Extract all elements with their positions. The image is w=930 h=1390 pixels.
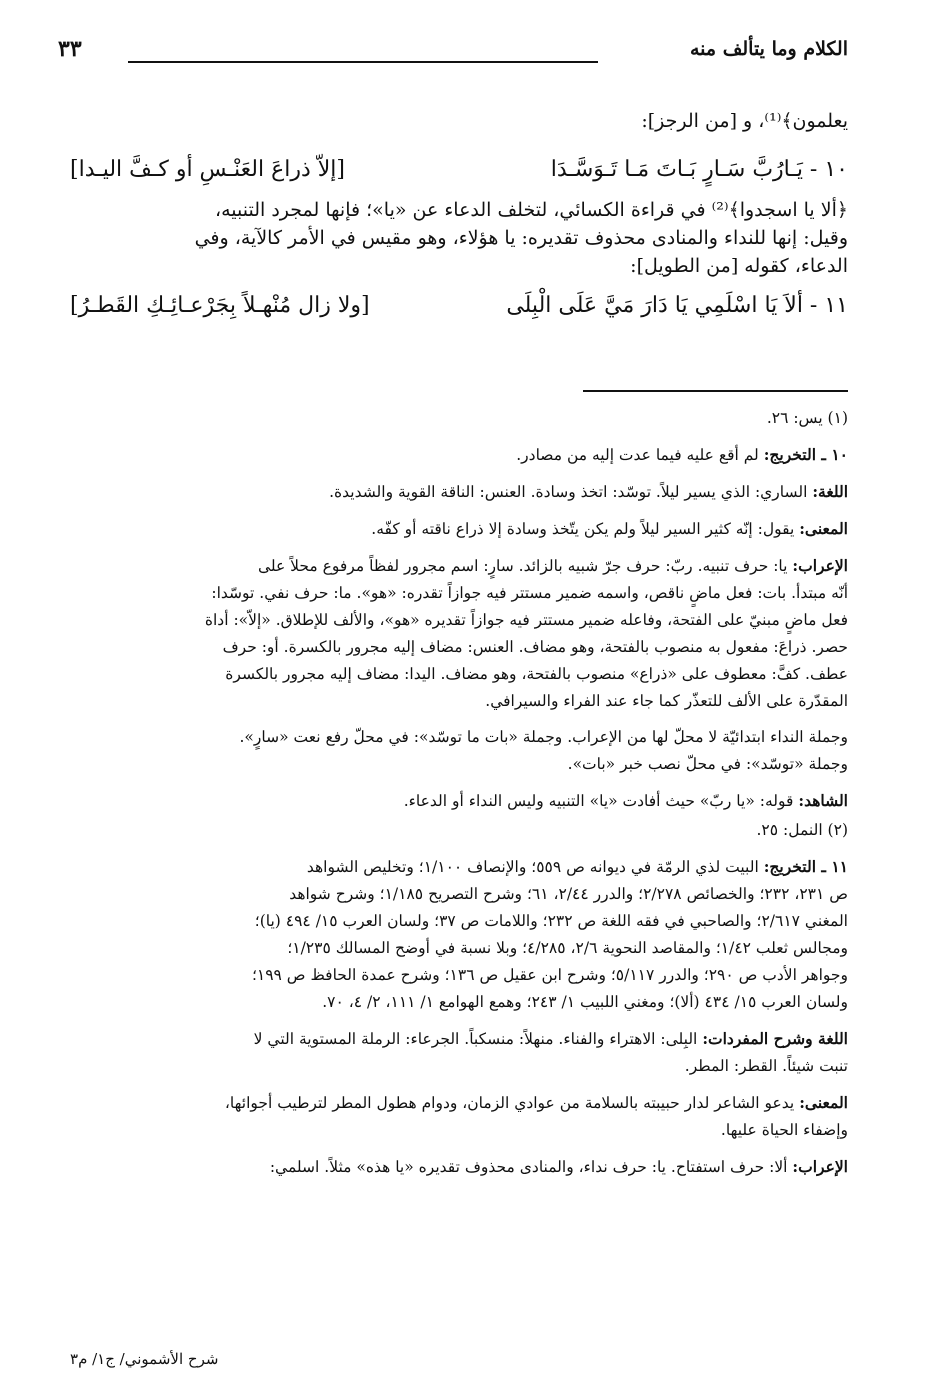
footnote-1 [70,405,848,432]
v11-takhrij-line: وجواهر الأدب ص ٢٩٠؛ والدرر ٥/١١٧؛ وشرح ابن عقيل ص ١٣٦؛ وشرح عمدة الحافظ ص ١٩٩؛ [251,966,848,984]
v10-takhrij-text: لم أقع عليه فيما عدت إليه من مصادر. [516,446,759,464]
v10-jumla [70,724,848,778]
footnote-text: (٢) النمل: ٢٥. [756,821,848,839]
verse-10-second-half: [إلاّ ذراعَ العَنْـسِ أو كـفَّ اليـدا] [70,157,345,182]
signature-mark: شرح الأشموني/ ج١/ م٣ [70,1350,219,1368]
verse-10 [70,144,848,196]
v10-lugha-label: اللغة: [812,482,848,501]
verse-11-second-half: [ولا زال مُنْهـلاً بِجَرْعـائِـكِ القَطـرُ] [70,293,370,318]
v11-maana [70,1089,848,1144]
v10-jumla-line: وجملة النداء ابتدائيّة لا محلّ لها من الإعراب. وجملة «بات ما توسّد»: في محلّ رفع نعت «سارٍ». [239,728,848,746]
v10-irab-line: فعل ماضٍ مبنيّ على الفتحة، وفاعله ضمير مستتر فيه جوازاً تقديره «هو»، والألف للإطلاق. «إلاّ»: أداة [204,611,848,629]
v10-takhrij-label: ١٠ ـ التخريج: [763,445,848,464]
v10-jumla-line: وجملة «توسّد»: في محلّ نصب خبر «بات». [567,755,848,773]
paragraph-line: الدعاء، كقوله [من الطويل]: [630,255,848,277]
v11-takhrij [70,853,848,1016]
header-rule [128,61,598,63]
v11-maana-label: المعنى: [799,1093,848,1112]
v10-irab-line: أنّه مبتدأ. بات: فعل ماضٍ ناقص، واسمه ضمير مستتر فيه جوازاً تقدره: «هو». ما: حرف نفي. توسّدا: [211,584,848,602]
paragraph-line: وقيل: إنها للنداء والمنادى محذوف تقديره: يا هؤلاء، وهو مقيس في الأمر كالآية، وفي [194,227,848,249]
footnote-2 [70,817,848,844]
v11-takhrij-label: ١١ ـ التخريج: [763,857,848,876]
verse-10-first-half: ١٠ - يَـارُبَّ سَـارٍ بَـاتَ مَـا تَـوَسَّـدَا [550,157,848,182]
v11-takhrij-line: ولسان العرب ١٥/ ٤٣٤ (ألا)؛ ومغني اللبيب ١/ ٢٤٣؛ وهمع الهوامع ١/ ١١١، ٢/ ٤، ٧٠. [322,993,848,1011]
v11-irab [70,1153,848,1181]
intro-line: يعلمون﴾⁽¹⁾، و [من الرجز]: [641,110,848,132]
v10-takhrij [70,441,848,469]
v10-irab [70,552,848,715]
chapter-title: الكلام وما يتألف منه [689,38,848,60]
v10-shahid [70,787,848,815]
v11-lugha [70,1025,848,1080]
main-paragraph [70,196,848,280]
v11-takhrij-line: ومجالس ثعلب ١/٤٢؛ والمقاصد النحوية ٢/٦، ٤/٢٨٥؛ وبلا نسبة في أوضح المسالك ١/٢٣٥؛ [287,939,848,957]
main-text [70,98,848,332]
footnote-text: (١) يس: ٢٦. [766,409,848,427]
footnote-separator [583,390,848,392]
paragraph-line: ﴿ألا يا اسجدوا﴾⁽²⁾ في قراءة الكسائي، لتخلف الدعاء عن «يا»؛ فإنها لمجرد التنبيه، [214,199,848,221]
v11-maana-second: وإضفاء الحياة عليها. [720,1121,848,1139]
v10-maana-text: يقول: إنّه كثير السير ليلاً ولم يكن يتّخذ وسادة إلا ذراع ناقته أو كفّه. [371,520,795,538]
v11-maana-first: يدعو الشاعر لدار حبيبته بالسلامة من عوادي الزمان، ودوام هطول المطر لترطيب أجوائها، [224,1094,795,1112]
v10-lugha-text: الساري: الذي يسير ليلاً. توسّد: اتخذ وسادة. العنس: الناقة القوية والشديدة. [329,483,808,501]
v10-irab-line: المقدّرة على الألف للتعذّر كما جاء عند الفراء والسيرافي. [485,692,848,710]
v11-lugha-second: تنبت شيئاً. القطر: المطر. [684,1057,848,1075]
v10-lugha [70,478,848,506]
v10-shahid-text: قوله: «يا ربّ» حيث أفادت «يا» التنبيه وليس النداء أو الدعاء. [403,792,794,810]
verse-11 [70,280,848,332]
v11-takhrij-line: المغني ٢/٦١٧؛ والصاحبي في فقه اللغة ص ٢٣٢؛ واللامات ص ٣٧؛ ولسان العرب ١٥/ ٤٩٤ (يا)؛ [254,912,848,930]
v10-irab-first: يا: حرف تنبيه. ربّ: حرف جرّ شبيه بالزائد. سارٍ: اسم مجرور لفظاً مرفوع محلاً على [257,557,788,575]
v11-takhrij-first: البيت لذي الرمّة في ديوانه ص ٥٥٩؛ والإنصاف ١/١٠٠؛ وتخليص الشواهد [306,858,759,876]
page-number: ٣٣ [58,36,82,62]
v10-irab-line: عطف. كفَّ: معطوف على «ذراع» منصوب بالفتحة، وهو مضاف. اليدا: مضاف إليه مجرور بالكسرة [225,665,848,683]
v10-irab-line: حصر. ذراعَ: مفعول به منصوب بالفتحة، وهو مضاف. العنس: مضاف إليه مجرور بالكسرة. أو: حرف [222,638,848,656]
footnotes [70,405,848,1190]
verse-11-first-half: ١١ - ألاَ يَا اسْلَمِي يَا دَارَ مَيَّ عَلَى الْبِلَى [506,293,848,318]
v11-irab-text: ألا: حرف استفتاح. يا: حرف نداء، والمنادى محذوف تقديره «يا هذه» مثلاً. اسلمي: [269,1158,788,1176]
v11-lugha-first: البِلى: الاهتراء والفناء. منهلاً: منسكباً. الجرعاء: الرملة المستوية التي لا [253,1030,698,1048]
v11-lugha-label: اللغة وشرح المفردات: [702,1029,848,1048]
v11-takhrij-line: ص ٢٣١، ٢٣٢؛ والخصائص ٢/٢٧٨؛ والدرر ٢/٤٤، ٦١؛ وشرح التصريح ١/١٨٥؛ وشرح شواهد [289,885,848,903]
v10-irab-label: الإعراب: [792,556,848,575]
v10-maana [70,515,848,543]
page-header [58,38,848,78]
v10-shahid-label: الشاهد: [798,791,848,810]
v10-maana-label: المعنى: [799,519,848,538]
v11-irab-label: الإعراب: [792,1157,848,1176]
